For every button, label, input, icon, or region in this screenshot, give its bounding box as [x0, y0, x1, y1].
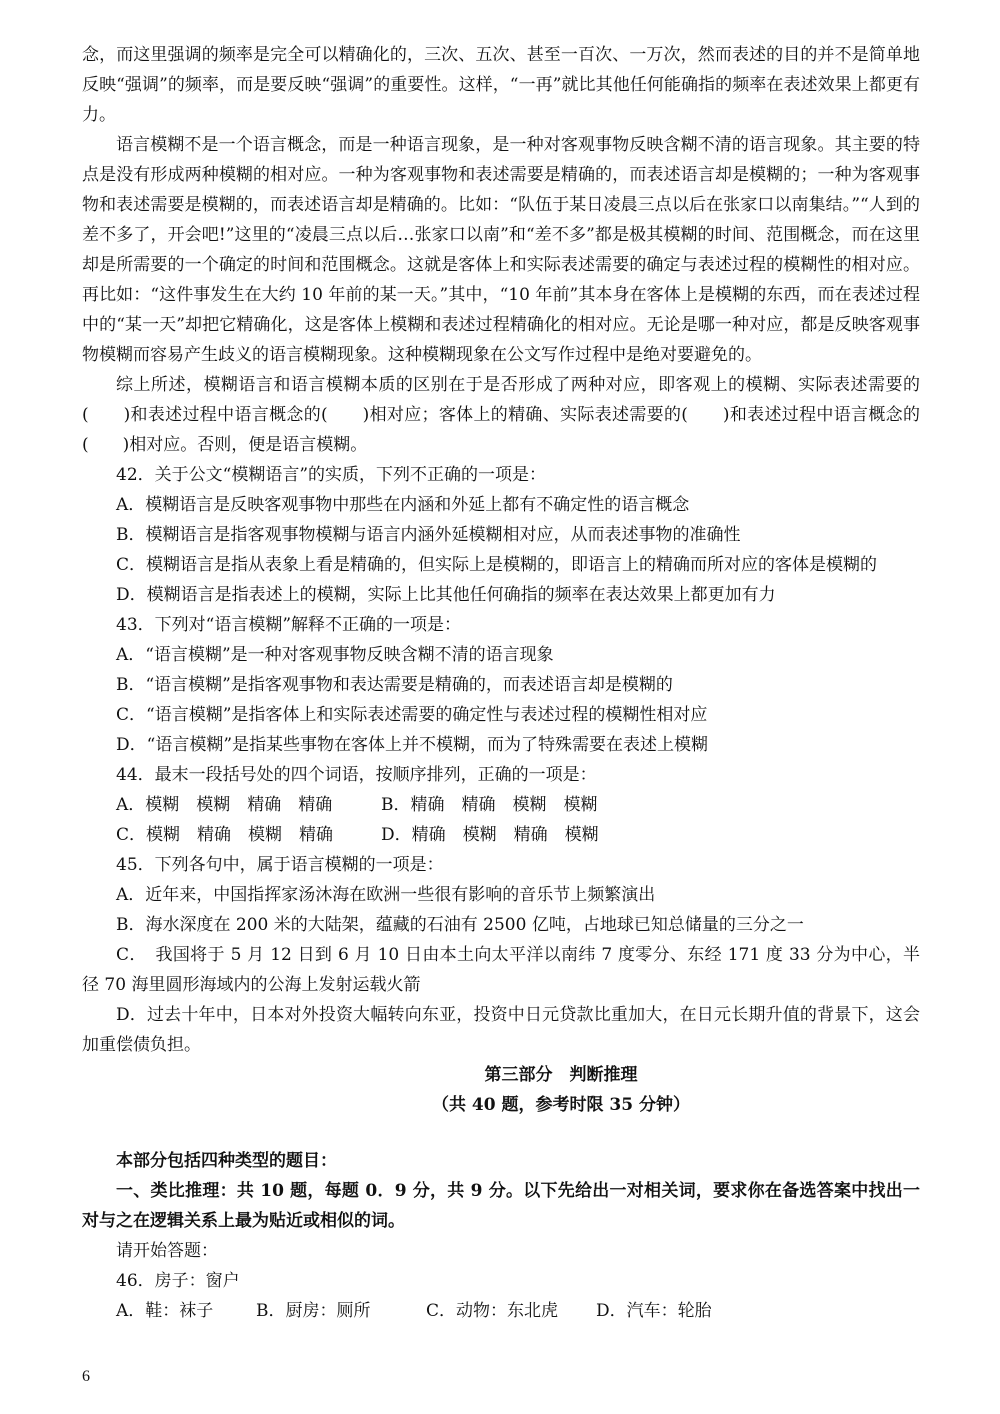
question-46-option-b: B．厨房：厕所 — [256, 1301, 371, 1321]
question-46-option-a: A．鞋：袜子 — [116, 1301, 214, 1321]
section-spacer — [82, 1120, 920, 1146]
question-44-options-row-2 — [82, 820, 920, 850]
question-42-option-b: B．模糊语言是指客观事物模糊与语言内涵外延模糊相对应，从而表述事物的准确性 — [116, 525, 741, 545]
question-46 — [82, 1266, 920, 1326]
question-44-stem: 44．最末一段括号处的四个词语，按顺序排列，正确的一项是： — [116, 765, 597, 785]
question-44-option-b: B．精确 精确 模糊 模糊 — [381, 795, 598, 815]
question-42 — [82, 460, 920, 610]
question-42-option-a: A．模糊语言是反映客观事物中那些在内涵和外延上都有不确定性的语言概念 — [116, 495, 690, 515]
page-number: 6 — [82, 1368, 90, 1385]
section-intro: 本部分包括四种类型的题目： — [116, 1151, 337, 1171]
question-43-option-b: B．“语言模糊”是指客观事物和表达需要是精确的，而表述语言却是模糊的 — [116, 675, 673, 695]
question-46-option-c: C．动物：东北虎 — [426, 1301, 559, 1321]
question-43-option-d: D．“语言模糊”是指某些事物在客体上并不模糊，而为了特殊需要在表述上模糊 — [116, 735, 709, 755]
section-subtitle: （共 40 题，参考时限 35 分钟） — [432, 1095, 690, 1115]
question-46-option-d: D．汽车：轮胎 — [596, 1301, 712, 1321]
question-45-option-c: C． 我国将于 5 月 12 日到 6 月 10 日由本土向太平洋以南纬 7 度零分、东经 171 度 33 分为中心，半径 70 海里圆形海域内的公海上发射运载火箭 — [82, 945, 920, 995]
start-answering-prompt: 请开始答题： — [116, 1241, 218, 1261]
question-46-options-row — [82, 1296, 920, 1326]
question-42-option-c: C．模糊语言是指从表象上看是精确的，但实际上是模糊的，即语言上的精确而所对应的客体是模糊的 — [116, 555, 878, 575]
question-45 — [82, 850, 920, 1060]
section-title: 第三部分 判断推理 — [484, 1065, 638, 1085]
page-content — [82, 40, 920, 1326]
question-42-stem: 42．关于公文“模糊语言”的实质，下列不正确的一项是： — [116, 465, 547, 485]
question-44-option-d: D．精确 模糊 精确 模糊 — [381, 825, 599, 845]
question-44-option-c: C．模糊 精确 模糊 精确 — [116, 825, 334, 845]
passage-paragraph-1: 念，而这里强调的频率是完全可以精确化的，三次、五次、甚至一百次、一万次，然而表述的目的并不是简单地反映“强调”的频率，而是要反映“强调”的重要性。这样，“一再”就比其他任何能确指的频率在表述效果上都更有力。 — [82, 45, 920, 125]
question-45-stem: 45．下列各句中，属于语言模糊的一项是： — [116, 855, 444, 875]
question-46-stem: 46．房子：窗户 — [116, 1271, 240, 1291]
question-44-options-row-1 — [82, 790, 920, 820]
passage-paragraph-2: 语言模糊不是一个语言概念，而是一种语言现象，是一种对客观事物反映含糊不清的语言现象。其主要的特点是没有形成两种模糊的相对应。一种为客观事物和表述需要是精确的，而表述语言却是模糊的；一种为客观事物和表述需要是模糊的，而表述语言却是精确的。比如：“队伍于某日凌晨三点以后在张家口以南集结。”“人到的差不多了，开会吧!”这里的“凌晨三点以后…张家口以南”和“差不多”都是极其模糊的时间、范围概念，而在这里却是所需要的一个确定的时间和范围概念。这就是客体上和实际表述需要的确定与表述过程的模糊性的相对应。再比如：“这件事发生在大约 10 年前的某一天。”其中，“10 年前”其本身在客体上是模糊的东西，而在表述过程中的“某一天”却把它精确化，这是客体上模糊和表述过程精确化的相对应。无论是哪一种对应，都是反映客观事物模糊而容易产生歧义的语言模糊现象。这种模糊现象在公文写作过程中是绝对要避免的。 — [82, 135, 920, 365]
section-type-1-instructions: 一、类比推理：共 10 题，每题 0．9 分，共 9 分。以下先给出一对相关词，要求你在备选答案中找出一对与之在逻辑关系上最为贴近或相似的词。 — [82, 1181, 920, 1231]
question-43-option-c: C．“语言模糊”是指客体上和实际表述需要的确定性与表述过程的模糊性相对应 — [116, 705, 708, 725]
question-45-option-b: B．海水深度在 200 米的大陆架，蕴藏的石油有 2500 亿吨，占地球已知总储量的三分之一 — [116, 915, 804, 935]
question-43-option-a: A．“语言模糊”是一种对客观事物反映含糊不清的语言现象 — [116, 645, 554, 665]
question-43 — [82, 610, 920, 760]
question-45-option-a: A．近年来，中国指挥家汤沐海在欧洲一些很有影响的音乐节上频繁演出 — [116, 885, 656, 905]
question-44-option-a: A．模糊 模糊 精确 精确 — [116, 795, 333, 815]
question-45-option-d: D．过去十年中，日本对外投资大幅转向东亚，投资中日元贷款比重加大，在日元长期升值的背景下，这会加重偿债负担。 — [82, 1005, 920, 1055]
passage-paragraph-3: 综上所述，模糊语言和语言模糊本质的区别在于是否形成了两种对应，即客观上的模糊、实际表述需要的( )和表述过程中语言概念的( )相对应；客体上的精确、实际表述需要的( )和表述过程中语言概念的( )相对应。否则，便是语言模糊。 — [82, 375, 920, 455]
question-44 — [82, 760, 920, 850]
question-42-option-d: D．模糊语言是指表述上的模糊，实际上比其他任何确指的频率在表达效果上都更加有力 — [116, 585, 776, 605]
question-43-stem: 43．下列对“语言模糊”解释不正确的一项是： — [116, 615, 462, 635]
